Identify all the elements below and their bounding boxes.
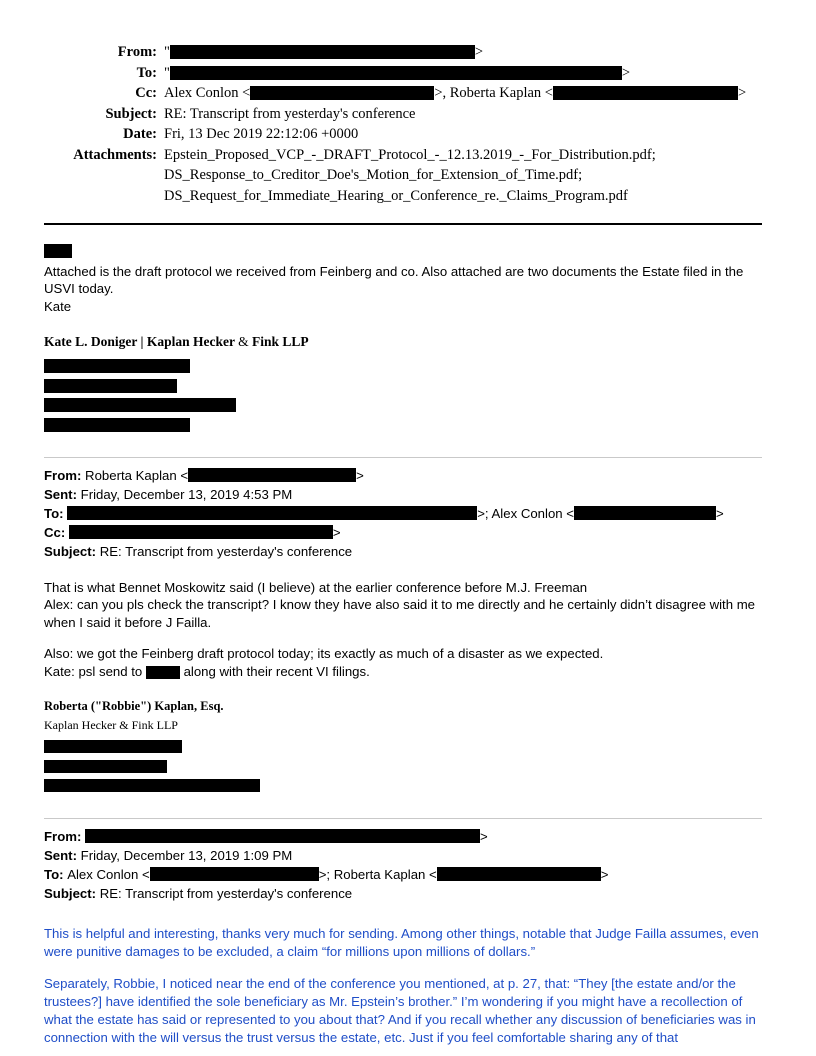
attachments-label: Attachments:: [73, 146, 157, 163]
signature-1-name: [44, 333, 768, 351]
attachment-item[interactable]: DS_Request_for_Immediate_Hearing_or_Conference_re._Claims_Program.pdf: [164, 187, 628, 204]
redaction-bar: [44, 418, 190, 432]
cc-label: Cc:: [44, 524, 66, 540]
message-3-body: [44, 925, 768, 1047]
signature-1-redactions: [44, 357, 768, 433]
sent-value: Friday, December 13, 2019 1:09 PM: [80, 847, 293, 863]
attachment-item[interactable]: DS_Response_to_Creditor_Doe's_Motion_for_Extension_of_Time.pdf;: [164, 167, 583, 183]
message-2-to-line: [44, 504, 768, 523]
to-quote: ": [164, 64, 170, 81]
message-3-paragraph-1: This is helpful and interesting, thanks very much for sending. Among other things, notable that Judge Failla assumes, even were punitive damages to be excluded, a claim “for millions upon millions of dollars.”: [44, 925, 759, 959]
header-row-subject: [44, 104, 768, 125]
to-mid: >; Alex Conlon <: [477, 505, 574, 521]
signature-2-firm: Kaplan Hecker & Fink LLP: [44, 717, 178, 732]
message-2-paragraph-4: [44, 663, 768, 681]
subject-value: RE: Transcript from yesterday's conference: [99, 885, 353, 901]
attachments-list: [164, 145, 656, 207]
header-row-attachments: [44, 145, 768, 207]
message-2-paragraph-1: That is what Bennet Moskowitz said (I believe) at the earlier conference before M.J. Freeman: [44, 579, 588, 595]
to-label: To:: [44, 866, 64, 882]
to-suffix: >: [621, 64, 631, 81]
attachment-item[interactable]: Epstein_Proposed_VCP_-_DRAFT_Protocol_-_12.13.2019_-_For_Distribution.pdf;: [164, 146, 656, 163]
message-2-paragraph-4-post: along with their recent VI filings.: [179, 663, 370, 679]
to-suffix: >: [715, 505, 724, 521]
signature-1-firm-a: Kaplan Hecker: [146, 334, 239, 349]
message-2-subject-line: [44, 542, 768, 561]
from-value: Roberta Kaplan <: [85, 467, 189, 483]
message-3-sent-line: [44, 846, 768, 865]
to-label: To:: [136, 64, 157, 81]
sent-value: Friday, December 13, 2019 4:53 PM: [80, 486, 293, 502]
cc-recipient-1: Alex Conlon <: [164, 85, 251, 101]
redaction-bar: [250, 86, 434, 100]
redaction-bar: [150, 867, 319, 881]
redaction-bar: [44, 359, 190, 373]
redaction-bar: [44, 760, 167, 773]
subject-value: RE: Transcript from yesterday's conference: [164, 105, 416, 122]
to-value: Alex Conlon <: [67, 866, 150, 882]
redaction-bar: [170, 45, 475, 59]
signature-1-person: Kate L. Doniger: [44, 334, 138, 349]
from-quote: ": [164, 44, 170, 60]
greeting-redaction-line: [44, 241, 768, 259]
cc-suffix: >: [737, 85, 747, 101]
subject-label: Subject:: [44, 543, 97, 559]
message-2-from-line: [44, 466, 768, 485]
signature-1-firm-b: Fink LLP: [248, 334, 309, 349]
message-3-from-line: [44, 827, 768, 846]
from-suffix: >: [480, 828, 488, 844]
redaction-bar: [69, 525, 333, 539]
redaction-bar: [170, 66, 622, 80]
to-suffix: >: [600, 866, 609, 882]
from-label: From:: [44, 467, 82, 483]
signature-2-redactions: [44, 737, 768, 794]
cc-recipient-2: >, Roberta Kaplan <: [434, 85, 553, 101]
message-2-cc-line: [44, 523, 768, 542]
message-3-header: [44, 827, 768, 903]
sent-label: Sent:: [44, 486, 77, 502]
redaction-bar: [188, 468, 356, 482]
message-2-paragraph-4-pre: Kate: psl send to: [44, 663, 146, 679]
redaction-bar: [44, 398, 236, 412]
redaction-bar: [85, 829, 480, 843]
to-label: To:: [44, 505, 64, 521]
redaction-bar: [67, 506, 477, 520]
redaction-bar: [553, 86, 738, 100]
to-value: [164, 63, 768, 84]
cc-suffix: >: [332, 524, 341, 540]
from-label: From:: [117, 44, 157, 60]
date-value: Fri, 13 Dec 2019 22:12:06 +0000: [164, 126, 359, 142]
email-header: [44, 42, 768, 206]
message-2-header: [44, 466, 768, 561]
signature-1-sep: |: [137, 334, 147, 349]
cc-value: [164, 83, 768, 104]
signature-2-name: Roberta ("Robbie") Kaplan, Esq.: [44, 699, 224, 713]
cc-label: Cc:: [135, 85, 157, 101]
header-row-date: [44, 124, 768, 145]
redaction-bar: [44, 379, 177, 393]
from-value: [164, 42, 768, 63]
message-2-sent-line: [44, 485, 768, 504]
message-1-paragraph: Attached is the draft protocol we received from Feinberg and co. Also attached are two documents the Estate filed in the USVI today.: [44, 263, 744, 296]
date-label: Date:: [123, 126, 157, 142]
subject-label: Subject:: [105, 105, 157, 122]
redaction-bar: [146, 666, 180, 679]
header-row-from: [44, 42, 768, 63]
header-divider: [44, 223, 762, 225]
redaction-bar: [574, 506, 716, 520]
signature-1-amp: &: [238, 334, 249, 349]
redaction-bar: [44, 244, 72, 258]
from-suffix: >: [356, 467, 364, 483]
from-suffix: >: [474, 44, 484, 60]
redaction-bar: [437, 867, 601, 881]
redaction-bar: [44, 740, 182, 753]
message-3-subject-line: [44, 884, 768, 903]
message-3-to-line: [44, 865, 768, 884]
message-2-paragraph-3: Also: we got the Feinberg draft protocol today; its exactly as much of a disaster as we expected.: [44, 646, 604, 661]
header-row-cc: [44, 83, 768, 104]
header-row-to: [44, 63, 768, 84]
message-3-paragraph-2: Separately, Robbie, I noticed near the end of the conference you mentioned, at p. 27, that: “They [the estate and/or the trustees?] have identified the sole beneficiary as Mr. Epstein’s brother.” I’m wondering if you might have a recollection of what the estate has said or represented to you about that? And if you recall whether any discussion of beneficiaries was in connection with the will versus the trust versus the estate, etc. Just if you feel comfortable sharing any of that: [44, 975, 756, 1045]
message-1-signoff: Kate: [44, 298, 72, 314]
to-mid: >; Roberta Kaplan <: [318, 866, 437, 882]
message-2-body: [44, 579, 768, 794]
subject-value: RE: Transcript from yesterday's conference: [99, 543, 353, 559]
from-label: From:: [44, 828, 82, 844]
subject-label: Subject:: [44, 885, 97, 901]
message-1-body: [44, 241, 768, 433]
redaction-bar: [44, 779, 260, 792]
sent-label: Sent:: [44, 847, 77, 863]
message-2-paragraph-2: Alex: can you pls check the transcript? I know they have also said it to me directly and he certainly didn’t disagree with me when I said it before J Failla.: [44, 597, 756, 630]
